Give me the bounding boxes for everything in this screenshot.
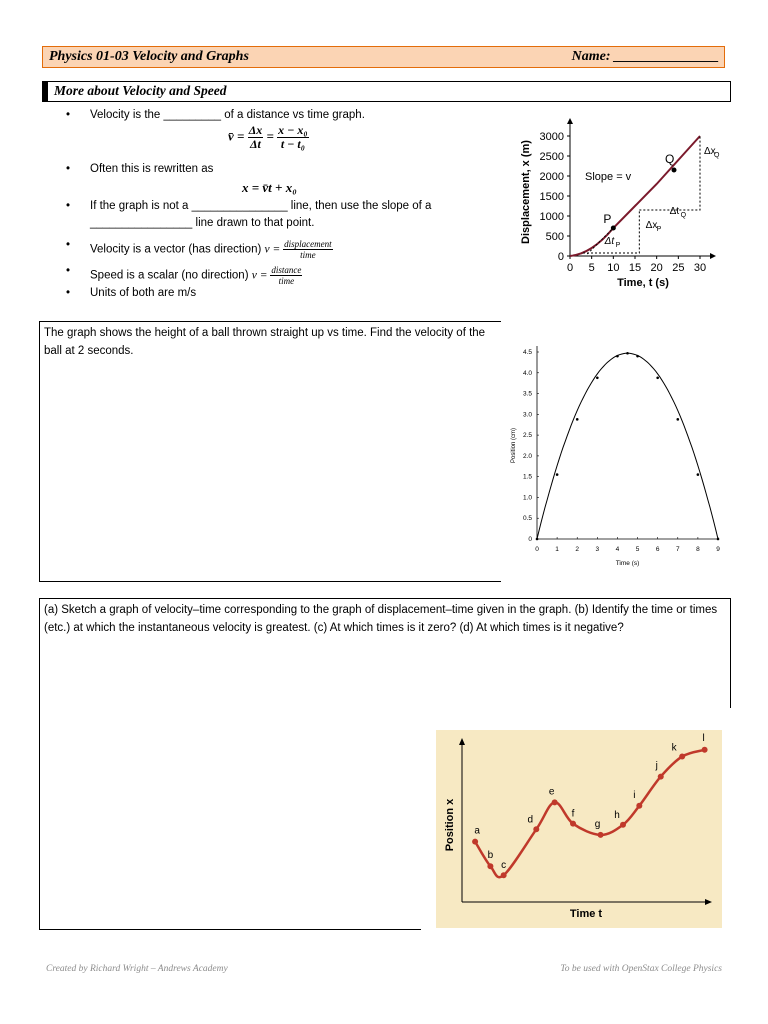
x-tick-label: 15: [628, 262, 642, 274]
name-field-label: Name: _______________: [571, 49, 719, 64]
x-tick-label: 25: [672, 262, 685, 274]
x-tick-label: 0: [566, 262, 574, 274]
data-point: [697, 473, 700, 476]
point-label-k: k: [671, 742, 677, 754]
point-f: [570, 821, 576, 827]
trajectory-curve: [537, 353, 718, 539]
bullet-velocity-vector: Velocity is a vector (has direction) v = $\frac{\text{displacement}}{\text{time}}$: [90, 239, 332, 260]
x-tick-label: 10: [607, 262, 620, 274]
point-d: [533, 826, 539, 832]
point-c: [501, 872, 507, 878]
data-point: [576, 418, 579, 421]
bullet-dot: •: [66, 109, 71, 121]
y-axis-label: Position (cm): [511, 427, 517, 464]
point-label-h: h: [614, 809, 620, 821]
bullet-tangent-line1: If the graph is not a _______________ line, then use the slope of a: [90, 200, 432, 212]
section-heading: [42, 81, 731, 102]
point-label-a: a: [474, 825, 480, 837]
delta-tp-sub: P: [615, 242, 621, 249]
velocity-equation: v̄ = $\frac{\Delta x}{\Delta t}$ = $\frac{\text{x − x₀}}{\text{t − t₀}}$: [228, 123, 308, 151]
point-label-d: d: [527, 814, 534, 826]
y-tick-label: 4.5: [522, 349, 532, 356]
x-tick-label: 5: [588, 262, 595, 274]
question1-text: The graph shows the height of a ball thrown straight up vs time. Find the velocity of the ball at 2 seconds.: [44, 327, 486, 357]
point-p-label: P: [603, 212, 612, 226]
data-point: [596, 376, 599, 379]
delta-tp-label: Δt: [604, 236, 615, 247]
point-q-label: Q: [665, 152, 675, 166]
bullet-velocity-slope: Velocity is the _________ of a distance vs time graph.: [90, 109, 365, 121]
y-axis-label: Position x: [444, 798, 456, 852]
x-tick-label: 0: [535, 546, 539, 553]
question2-box-right-edge: [730, 598, 731, 708]
point-i: [636, 803, 642, 809]
y-tick-label: 1000: [539, 211, 564, 223]
data-point: [636, 355, 639, 358]
question2-text: (a) Sketch a graph of velocity–time corresponding to the graph of displacement–time given in the graph. (b) Identify the time or times (etc.) at which the instantaneous velocity is greatest. (c) At which times is it zero? (d) At which times is it negative?: [44, 604, 718, 634]
bullet-tangent-line2: ________________ line drawn to that point.: [90, 217, 315, 229]
x-tick-label: 1: [555, 546, 559, 553]
y-tick-label: 2.0: [522, 452, 532, 460]
position-equation: x = v̄t + x₀: [242, 180, 297, 195]
y-tick-label: 3000: [539, 131, 564, 143]
y-tick-label: 4.0: [522, 369, 532, 377]
y-tick-label: 1.5: [522, 473, 532, 481]
delta-xp-label: Δx: [645, 220, 658, 231]
displacement-curve: [570, 136, 700, 256]
footer-source: To be used with OpenStax College Physics: [560, 964, 722, 974]
y-tick-label: 2000: [539, 171, 564, 183]
bullet-dot: •: [66, 287, 71, 299]
x-axis-label: Time (s): [615, 560, 640, 567]
x-axis-label: Time t: [569, 908, 603, 920]
y-tick-label: 2.5: [522, 432, 532, 440]
delta-xp-sub: P: [656, 226, 662, 233]
y-tick-label: 0: [557, 251, 564, 263]
data-point: [536, 538, 539, 541]
x-axis-label: Time, t (s): [617, 277, 669, 289]
x-tick-label: 9: [716, 546, 720, 553]
data-point: [717, 538, 720, 541]
x-tick-label: 5: [635, 546, 640, 553]
point-j: [658, 774, 664, 780]
y-axis-arrow: [567, 118, 573, 124]
point-a: [472, 839, 478, 845]
data-point: [656, 376, 659, 379]
bullet-dot: •: [66, 239, 71, 251]
position-time-chart: [436, 730, 722, 928]
x-tick-label: 3: [595, 546, 600, 553]
point-q: [672, 168, 677, 173]
question1-box: [39, 321, 501, 582]
x-tick-label: 20: [650, 262, 663, 274]
point-l: [702, 747, 708, 753]
y-tick-label: 0.5: [522, 515, 532, 523]
ball-height-chart: [507, 340, 729, 572]
y-tick-label: 3.0: [522, 411, 532, 419]
y-tick-label: 0: [528, 536, 532, 543]
x-tick-label: 6: [655, 546, 660, 553]
page-title: Physics 01-03 Velocity and Graphs: [49, 49, 249, 64]
slope-label: Slope = v: [585, 171, 632, 183]
bullet-units: Units of both are m/s: [90, 287, 197, 299]
delta-xq-label: Δx: [704, 146, 716, 157]
x-tick-label: 2: [575, 546, 580, 553]
point-label-l: l: [702, 732, 705, 744]
page-header: [42, 46, 725, 68]
point-label-g: g: [594, 818, 601, 830]
bullet-speed-scalar: Speed is a scalar (no direction) v = $\frac{\text{distance}}{\text{time}}$: [90, 265, 302, 286]
bullet-dot: •: [66, 163, 71, 175]
y-tick-label: 2500: [539, 151, 564, 163]
y-tick-label: 1500: [539, 191, 564, 203]
data-point: [626, 352, 629, 355]
point-label-j: j: [655, 760, 658, 772]
data-point: [556, 473, 559, 476]
y-axis-label: Displacement, x (m): [520, 140, 532, 244]
displacement-time-chart: [515, 118, 730, 298]
point-k: [679, 753, 685, 759]
bullet-rewritten: Often this is rewritten as: [90, 163, 214, 175]
delta-tq-sub: Q: [680, 212, 687, 219]
point-label-f: f: [571, 808, 575, 820]
x-axis-arrow: [710, 253, 716, 259]
point-label-c: c: [501, 860, 507, 872]
point-label-e: e: [548, 786, 555, 798]
y-tick-label: 1.0: [522, 494, 532, 502]
bullet-dot: •: [66, 265, 71, 277]
point-b: [487, 863, 493, 869]
bullet-dot: •: [66, 200, 71, 212]
point-p: [611, 226, 616, 231]
y-tick-label: 500: [545, 231, 564, 243]
section-title: More about Velocity and Speed: [54, 83, 227, 98]
point-g: [598, 832, 604, 838]
footer-credit: Created by Richard Wright – Andrews Academy: [46, 964, 228, 974]
x-tick-label: 30: [693, 262, 707, 274]
question2-box-bottom-edge: [39, 929, 421, 930]
delta-tq-label: Δt: [669, 206, 680, 217]
x-tick-label: 8: [696, 546, 700, 553]
point-label-i: i: [633, 789, 636, 801]
delta-xq-sub: Q: [714, 152, 720, 159]
y-tick-label: 3.5: [522, 390, 532, 398]
x-tick-label: 4: [615, 546, 620, 553]
data-point: [676, 418, 679, 421]
x-tick-label: 7: [675, 546, 680, 553]
point-e: [552, 799, 558, 805]
data-point: [616, 355, 619, 358]
point-h: [620, 822, 626, 828]
point-label-b: b: [487, 850, 494, 862]
